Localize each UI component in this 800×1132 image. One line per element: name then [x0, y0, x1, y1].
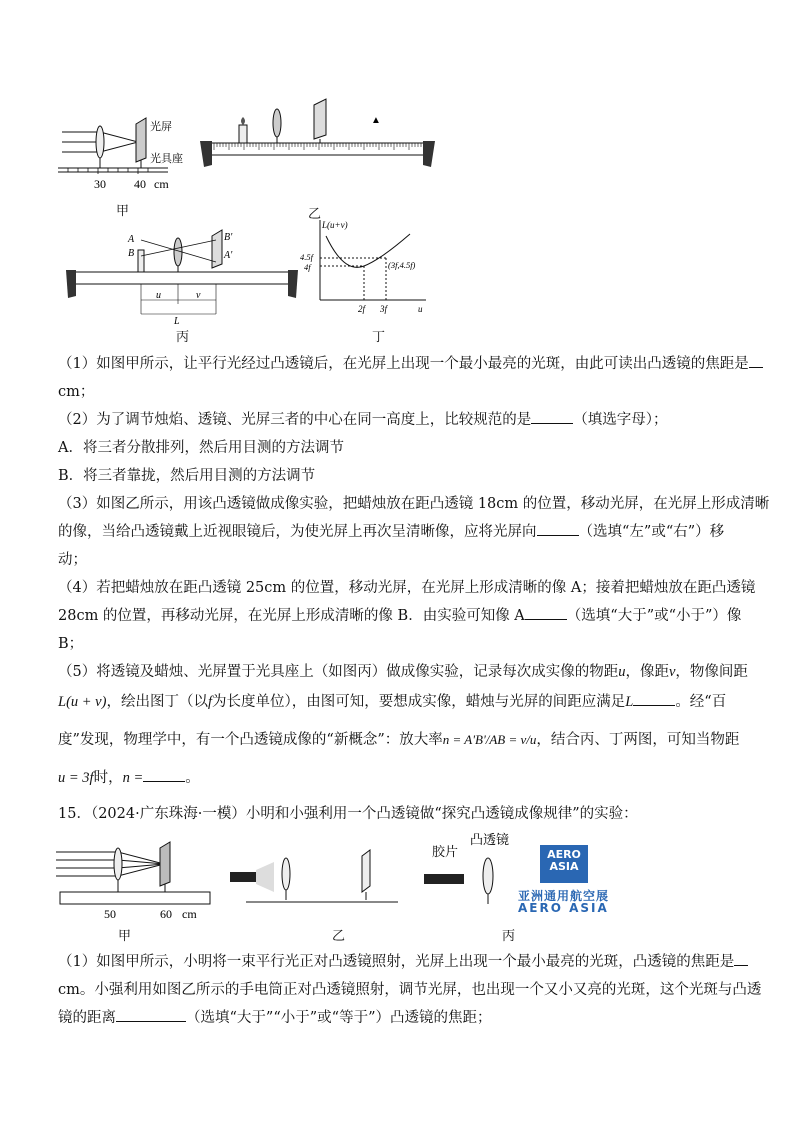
q14-p3a: （3）如图乙所示，用该凸透镜做成像实验，把蜡烛放在距凸透镜 18cm 的位置，移动光屏，在光屏上形成清晰 [58, 496, 770, 512]
q15-tick-50: 50 [104, 907, 116, 920]
bing-label-u: u [156, 290, 161, 301]
q15-figure-jia [56, 840, 216, 920]
q15-blank-2[interactable] [116, 1007, 186, 1022]
ding-xaxis: u [418, 304, 423, 314]
caption-yi: 乙 [308, 207, 322, 222]
q14-blank-2[interactable] [531, 409, 573, 424]
q15-head: 15．（2024·广东珠海·一模）小明和小强利用一个凸透镜做“探究凸透镜成像规律”的实验： [58, 806, 638, 822]
figure-yi [200, 95, 435, 175]
ding-y1: 4.5f [300, 252, 313, 262]
q15-blank-1[interactable] [734, 951, 748, 966]
q15-lens-label: 凸透镜 [470, 832, 510, 847]
ding-ylabel: L(u+v) [322, 220, 348, 230]
magnification-formula: n = A'B'/AB = v/u [442, 732, 537, 747]
figure-bing [66, 222, 298, 327]
aero-asia-logo-en: AERO ASIA [518, 901, 609, 915]
ding-x2: 3f [380, 304, 388, 314]
q14-p4d: B； [58, 636, 84, 652]
jia-tick-30: 30 [94, 177, 106, 191]
q14-blank-6[interactable] [143, 767, 185, 782]
q14-blank-5[interactable] [633, 691, 675, 706]
q14-optB: B．将三者靠拢，然后用目测的方法调节 [58, 468, 316, 484]
q15-unit: cm [182, 907, 197, 920]
q15-p1b: cm。小强利用如图乙所示的手电筒正对凸透镜照射，调节光屏，也出现一个又小又亮的光斑，这个光斑与凸透 [58, 982, 762, 998]
ding-x1: 2f [358, 304, 366, 314]
bing-label-A: A [128, 234, 135, 245]
q14-p5b: L(u + v)，绘出图丁（以f为长度单位），由图可知，要想成实像，蜡烛与光屏的间距应满足L 。经“百 [58, 688, 748, 716]
q15-figure-yi [230, 842, 400, 914]
q14-p2: （2）为了调节烛焰、透镜、光屏三者的中心在同一高度上，比较规范的是 （填选字母）； [58, 406, 748, 434]
q14-blank-3[interactable] [537, 521, 579, 536]
q14-optA: A．将三者分散排列，然后用目测的方法调节 [58, 440, 344, 456]
bing-label-B2: B' [224, 232, 233, 243]
aero-asia-logo-zh: 亚洲通用航空展 [518, 889, 610, 903]
q15-figure-bing [420, 830, 520, 920]
figure-ding [300, 216, 430, 316]
caption-jia: 甲 [116, 204, 130, 219]
q15-caption-jia: 甲 [118, 929, 132, 944]
bing-label-L: L [174, 316, 180, 327]
q15-p1c: 镜的距离 （选填“大于”“小于”或“等于”）凸透镜的焦距； [58, 1004, 748, 1032]
caption-ding: 丁 [372, 330, 386, 345]
q14-p1b: cm； [58, 384, 95, 400]
q14-p3b: 的像，当给凸透镜戴上近视眼镜后，为使光屏上再次呈清晰像，应将光屏向 （选填“左”或“右”）移 [58, 518, 748, 546]
bing-label-B: B [128, 248, 135, 259]
q14-p4a: （4）若把蜡烛放在距凸透镜 25cm 的位置，移动光屏，在光屏上形成清晰的像 A；接着把蜡烛放在距凸透镜 [58, 580, 756, 596]
q15-caption-bing: 丙 [502, 929, 516, 944]
figure-jia [58, 112, 198, 194]
q14-p1: （1）如图甲所示，让平行光经过凸透镜后，在光屏上出现一个最小最亮的光斑，由此可读出凸透镜的焦距是 [58, 350, 748, 378]
bing-label-v: v [196, 290, 201, 301]
aero-asia-logo: AERO ASIA [540, 845, 588, 883]
q15-tick-60: 60 [160, 907, 172, 920]
jia-unit: cm [154, 177, 169, 191]
q14-blank-1[interactable] [749, 353, 763, 368]
q14-p4b: 28cm 的位置，再移动光屏，在光屏上形成清晰的像 B．由实验可知像 A （选填“大于”或“小于”）像 [58, 602, 748, 630]
jia-base-label: 光具座 [150, 153, 183, 165]
q14-p5a: （5）将透镜及蜡烛、光屏置于光具座上（如图丙）做成像实验，记录每次成实像的物距u，像距v，物像间距 [58, 664, 748, 680]
q14-p3d: 动； [58, 552, 87, 568]
jia-tick-40: 40 [134, 177, 146, 191]
ding-point: (3f,4.5f) [388, 260, 416, 270]
caption-bing: 丙 [176, 330, 190, 345]
q14-p5c: 度”发现，物理学中，有一个凸透镜成像的“新概念”：放大率n = A'B'/AB = v/u，结合丙、丁两图，可知当物距 [58, 732, 740, 748]
q15-caption-yi: 乙 [332, 929, 346, 944]
ding-y2: 4f [304, 262, 311, 272]
svg-text:▲: ▲ [371, 115, 381, 126]
q15-p1a: （1）如图甲所示，小明将一束平行光正对凸透镜照射，光屏上出现一个最小最亮的光斑，凸透镜的焦距是 [58, 948, 748, 976]
jia-screen-label: 光屏 [150, 121, 172, 133]
q14-blank-4[interactable] [525, 605, 567, 620]
q14-p5d: u = 3f时，n = 。 [58, 764, 748, 792]
q15-film-label: 胶片 [432, 844, 459, 859]
bing-label-A2: A' [224, 250, 233, 261]
